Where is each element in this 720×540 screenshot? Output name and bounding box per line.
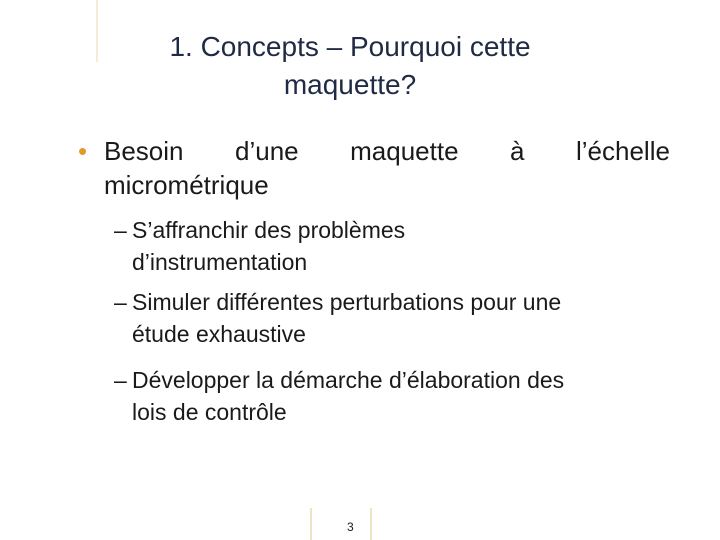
main-bullet-word: maquette [350, 136, 459, 166]
main-bullet-line1 [104, 134, 670, 168]
main-bullet-line2: micrométrique [104, 170, 269, 200]
sub-bullet-line1: S’affranchir des problèmes [132, 217, 406, 243]
main-bullet-text [104, 134, 670, 202]
sub-bullet-line2: étude exhaustive [132, 321, 306, 347]
sub-bullet-text [132, 364, 692, 428]
slide-title-line1: 1. Concepts – Pourquoi cette [169, 31, 531, 62]
slide-title-line2: maquette? [283, 69, 417, 100]
sub-bullet-marker: – [114, 289, 127, 315]
main-bullet-word: d’une [235, 136, 299, 166]
sub-bullet-marker: – [114, 217, 127, 243]
sub-bullet-line2: lois de contrôle [132, 399, 287, 425]
decorative-bracket [310, 508, 372, 540]
main-bullet-word: Besoin [104, 136, 184, 166]
sub-bullet-line1: Développer la démarche d’élaboration des [132, 367, 565, 393]
main-bullet-word: à [510, 136, 525, 166]
sub-bullet-text [132, 214, 692, 278]
main-bullet-word: l’échelle [576, 136, 670, 166]
bullet-marker: • [78, 136, 88, 166]
slide-title [60, 28, 640, 104]
sub-bullet-marker: – [114, 367, 127, 393]
sub-bullet-text [132, 286, 692, 350]
sub-bullet-line1: Simuler différentes perturbations pour une [132, 289, 562, 315]
sub-bullet-line2: d’instrumentation [132, 249, 308, 275]
page-number: 3 [347, 520, 354, 534]
